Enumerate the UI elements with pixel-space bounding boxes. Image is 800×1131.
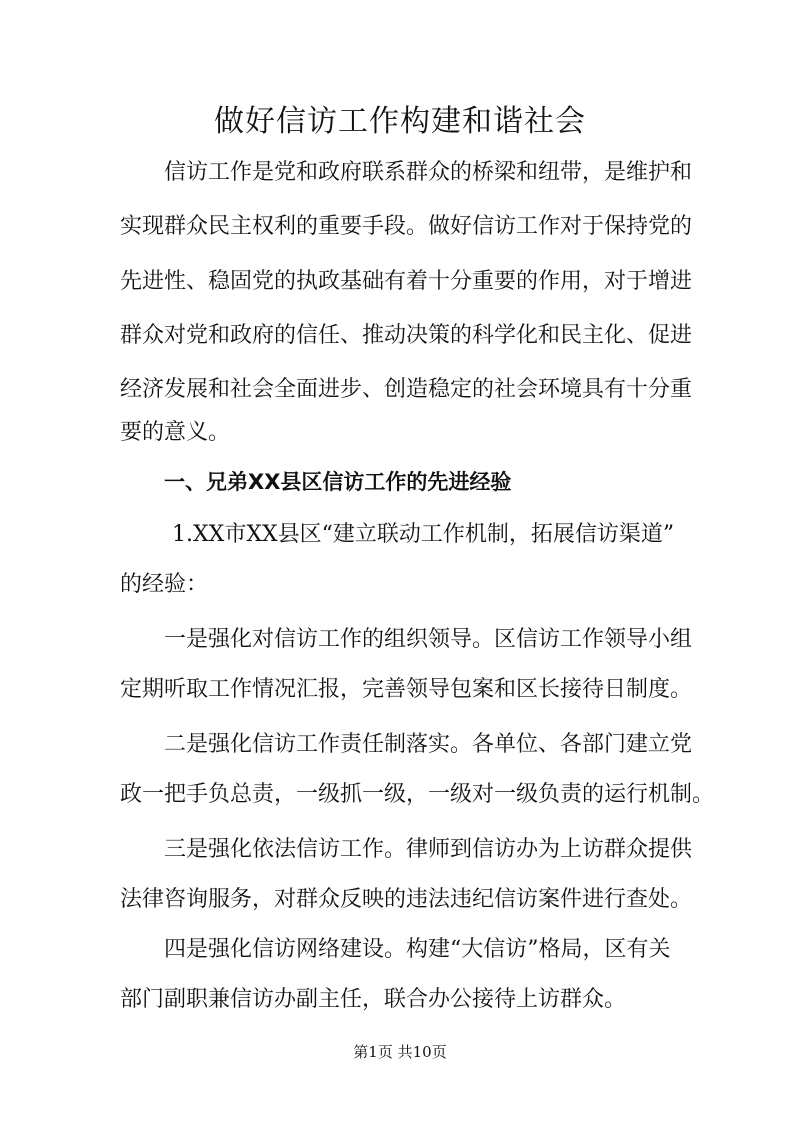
point3-line-2: 法律咨询服务，对群众反映的违法违纪信访案件进行查处。	[120, 887, 693, 912]
intro-line-1: 信访工作是党和政府联系群众的桥梁和纽带，是维护和	[164, 160, 693, 185]
document-title: 做好信访工作构建和谐社会	[214, 104, 586, 139]
section-heading: 一、兄弟XX县区信访工作的先进经验	[164, 470, 512, 494]
point1-line-1: 一是强化对信访工作的组织领导。区信访工作领导小组	[164, 627, 693, 652]
point4-line-2: 部门副职兼信访办副主任，联合办公接待上访群众。	[120, 987, 627, 1012]
point4-line-1: 四是强化信访网络建设。构建“大信访”格局，区有关	[164, 937, 671, 962]
intro-line-2: 实现群众民主权利的重要手段。做好信访工作对于保持党的	[120, 214, 693, 239]
point3-line-1: 三是强化依法信访工作。律师到信访办为上访群众提供	[164, 837, 693, 862]
point2-line-2: 政一把手负总责，一级抓一级，一级对一级负责的运行机制。	[120, 782, 715, 807]
subsection-title-line-1: 1.XX市XX县区“建立联动工作机制，拓展信访渠道”	[172, 522, 675, 547]
intro-line-3: 先进性、稳固党的执政基础有着十分重要的作用，对于增进	[120, 269, 693, 294]
point2-line-1: 二是强化信访工作责任制落实。各单位、各部门建立党	[164, 732, 693, 757]
intro-line-5: 经济发展和社会全面进步、创造稳定的社会环境具有十分重	[120, 377, 693, 402]
point1-line-2: 定期听取工作情况汇报，完善领导包案和区长接待日制度。	[120, 677, 693, 702]
intro-line-6: 要的意义。	[120, 420, 231, 445]
subsection-title-line-2: 的经验：	[120, 572, 209, 597]
page-number: 第1页 共10页	[353, 1043, 447, 1061]
intro-line-4: 群众对党和政府的信任、推动决策的科学化和民主化、促进	[120, 323, 693, 348]
